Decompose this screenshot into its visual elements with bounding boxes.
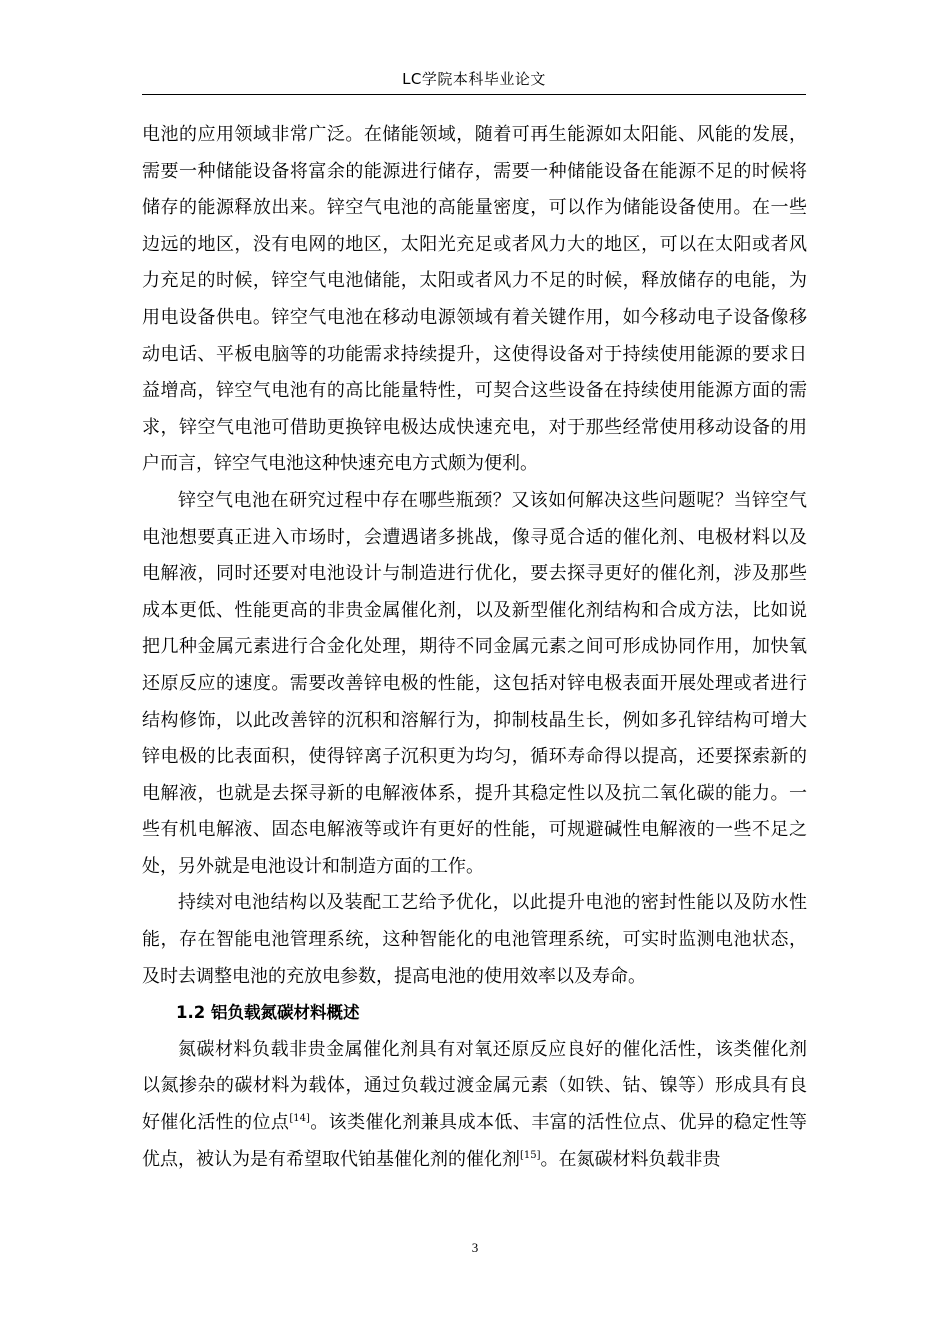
paragraph-applications: 电池的应用领域非常广泛。在储能领域，随着可再生能源如太阳能、风能的发展，需要一种储能设备将富余的能源进行储存，需要一种储能设备在能源不足的时候将储存的能源释放出来。锌空气电池的高能量密度，可以作为储能设备使用。在一些边远的地区，没有电网的地区，太阳光充足或者风力大的地区，可以在太阳或者风力充足的时候，锌空气电池储能，太阳或者风力不足的时候，释放储存的电能，为用电设备供电。锌空气电池在移动电源领域有着关键作用，如今移动电子设备像移动电话、平板电脑等的功能需求持续提升，这使得设备对于持续使用能源的要求日益增高，锌空气电池有的高比能量特性，可契合这些设备在持续使用能源方面的需求，锌空气电池可借助更换锌电极达成快速充电，对于那些经常使用移动设备的用户而言，锌空气电池这种快速充电方式颇为便利。 — [142, 124, 807, 475]
paragraph-optimization: 持续对电池结构以及装配工艺给予优化，以此提升电池的密封性能以及防水性能，存在智能电池管理系统，这种智能化的电池管理系统，可实时监测电池状态，及时去调整电池的充放电参数，提高电池的使用效率以及寿命。 — [142, 892, 807, 987]
paragraph-nc-part-c: 。在氮碳材料负载非贵 — [540, 1148, 721, 1170]
body-text — [142, 117, 807, 1178]
citation-15: [15] — [520, 1149, 541, 1161]
running-header: LC学院本科毕业论文 — [402, 70, 546, 88]
page-number: 3 — [471, 1240, 479, 1255]
header-rule — [142, 94, 806, 95]
paragraph-bottlenecks: 锌空气电池在研究过程中存在哪些瓶颈？又该如何解决这些问题呢？当锌空气电池想要真正进入市场时，会遭遇诸多挑战，像寻觅合适的催化剂、电极材料以及电解液，同时还要对电池设计与制造进行优化，要去探寻更好的催化剂，涉及那些成本更低、性能更高的非贵金属催化剂，以及新型催化剂结构和合成方法，比如说把几种金属元素进行合金化处理，期待不同金属元素之间可形成协同作用，加快氧还原反应的速度。需要改善锌电极的性能，这包括对锌电极表面开展处理或者进行结构修饰，以此改善锌的沉积和溶解行为，抑制枝晶生长，例如多孔锌结构可增大锌电极的比表面积，使得锌离子沉积更为均匀，循环寿命得以提高，还要探索新的电解液，也就是去探寻新的电解液体系，提升其稳定性以及抗二氧化碳的能力。一些有机电解液、固态电解液等或许有更好的性能，可规避碱性电解液的一些不足之处，另外就是电池设计和制造方面的工作。 — [142, 489, 807, 877]
paragraph-nc-part-a: 氮碳材料负载非贵金属催化剂具有对氧还原反应良好的催化活性，该类催化剂以氮掺杂的碳材料为载体，通过负载过渡金属元素（如铁、钴、镍等）形成具有良好催化活性的位点 — [142, 1038, 807, 1134]
section-heading: 1.2 铝负载氮碳材料概述 — [176, 1003, 360, 1023]
paragraph-nc-materials — [142, 1032, 807, 1178]
citation-14: [14] — [289, 1113, 310, 1125]
paragraph-nc-part-b: 。该类催化剂兼具成本低、丰富的活性位点、优异的稳定性等优点，被认为是有希望取代铂基催化剂的催化剂 — [142, 1112, 808, 1170]
